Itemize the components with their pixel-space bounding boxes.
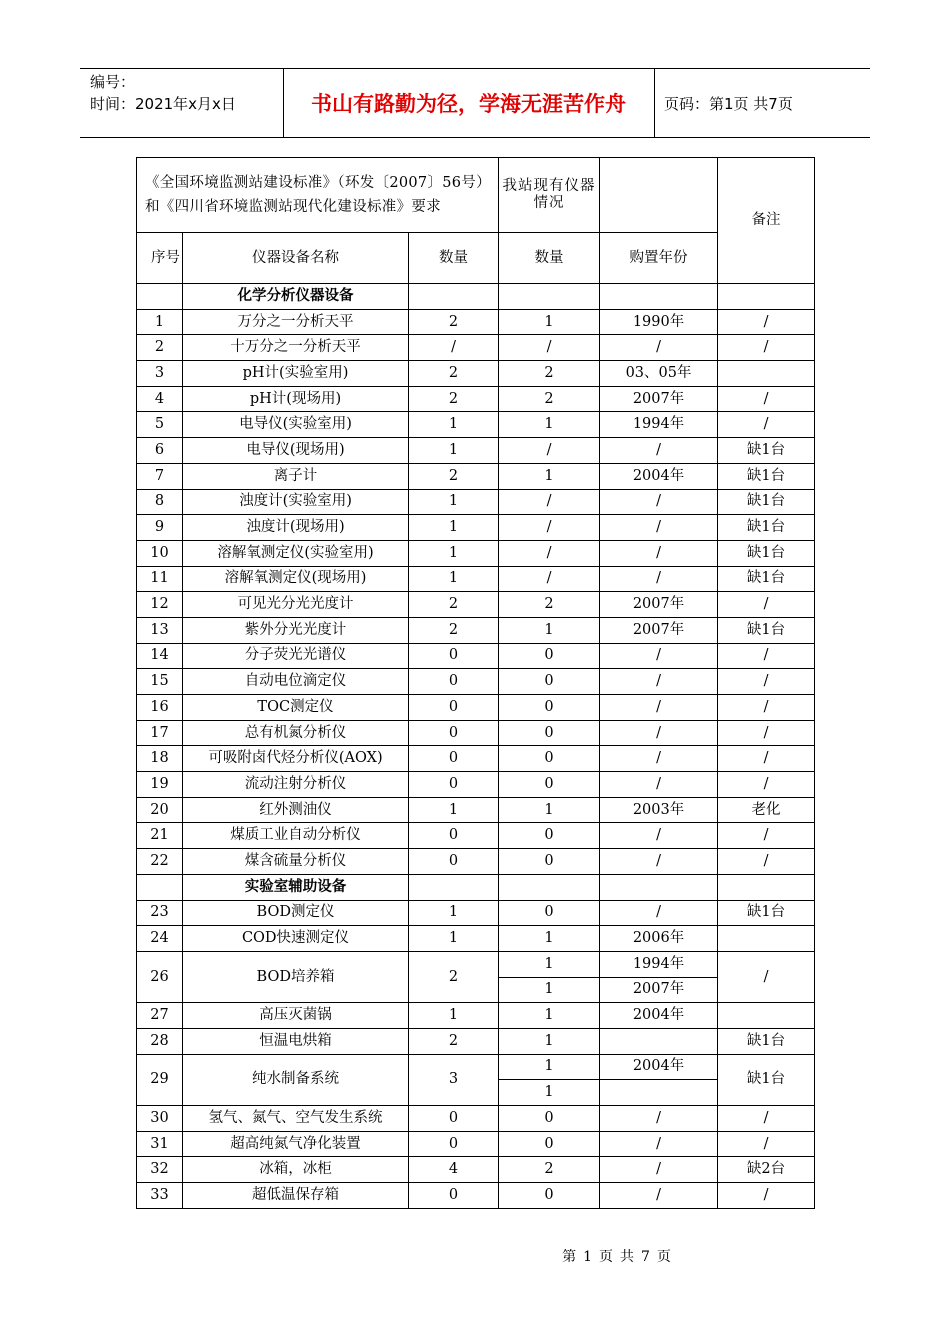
cell-year: 2007年 (600, 592, 718, 618)
cell-seq: 27 (137, 1003, 183, 1029)
cell-note: 缺1台 (718, 1028, 815, 1054)
cell-year: / (600, 900, 718, 926)
cell-year: / (600, 489, 718, 515)
cell-existing-qty: / (499, 515, 600, 541)
table-row (137, 695, 815, 721)
section-title: 实验室辅助设备 (183, 874, 409, 900)
cell-note: 缺1台 (718, 1054, 815, 1105)
cell-qty: 2 (409, 386, 499, 412)
cell-seq: 32 (137, 1157, 183, 1183)
cell-seq: 9 (137, 515, 183, 541)
table-row (137, 849, 815, 875)
table-row (137, 1157, 815, 1183)
table-row (137, 1028, 815, 1054)
cell-year: / (600, 540, 718, 566)
cell-year: / (600, 746, 718, 772)
footer-text: 第 (562, 1249, 578, 1265)
cell-year: / (600, 720, 718, 746)
header-page-label: 页码：第1页 共7页 (664, 95, 793, 113)
cell-qty: 0 (409, 1131, 499, 1157)
cell-name: 溶解氧测定仪(现场用) (183, 566, 409, 592)
cell-name: 电导仪(实验室用) (183, 412, 409, 438)
cell-year: / (600, 335, 718, 361)
table-row (137, 515, 815, 541)
section-title: 化学分析仪器设备 (183, 284, 409, 310)
cell-note: 缺1台 (718, 540, 815, 566)
cell-name: COD快速测定仪 (183, 926, 409, 952)
cell-qty: 4 (409, 1157, 499, 1183)
table-row (137, 797, 815, 823)
cell-name: 离子计 (183, 463, 409, 489)
cell-seq: 7 (137, 463, 183, 489)
table-row (137, 1106, 815, 1132)
cell-seq: 16 (137, 695, 183, 721)
cell-note: / (718, 1183, 815, 1209)
cell-qty: 1 (409, 515, 499, 541)
cell-year: / (600, 823, 718, 849)
cell-existing-qty: 1 (499, 1054, 600, 1080)
cell-name: 总有机氮分析仪 (183, 720, 409, 746)
table-row (137, 617, 815, 643)
cell-existing-qty: 1 (499, 1080, 600, 1106)
cell-existing-qty: / (499, 489, 600, 515)
cell-year: 1994年 (600, 951, 718, 977)
cell-existing-qty: 1 (499, 463, 600, 489)
cell-qty: 0 (409, 720, 499, 746)
cell-existing-qty: 0 (499, 695, 600, 721)
cell-seq: 8 (137, 489, 183, 515)
cell-year: 1994年 (600, 412, 718, 438)
cell-qty: 0 (409, 746, 499, 772)
cell-existing-qty: 0 (499, 823, 600, 849)
cell-seq: 24 (137, 926, 183, 952)
cell-existing-qty: 0 (499, 772, 600, 798)
cell-qty: 1 (409, 566, 499, 592)
footer-page-number: 1 (583, 1249, 593, 1265)
footer-total-pages: 7 (641, 1249, 651, 1265)
cell-seq: 14 (137, 643, 183, 669)
cell-existing-qty: 0 (499, 900, 600, 926)
cell-year (600, 1080, 718, 1106)
cell-name: 超高纯氮气净化装置 (183, 1131, 409, 1157)
cell-note: / (718, 309, 815, 335)
cell-year: 2003年 (600, 797, 718, 823)
cell-qty: 2 (409, 617, 499, 643)
table-row (137, 361, 815, 387)
cell-name: 恒温电烘箱 (183, 1028, 409, 1054)
cell-note: / (718, 720, 815, 746)
cell-existing-qty: / (499, 335, 600, 361)
cell-note: 缺1台 (718, 463, 815, 489)
cell-name: 紫外分光光度计 (183, 617, 409, 643)
cell-year: 2007年 (600, 617, 718, 643)
cell-note: / (718, 592, 815, 618)
cell-qty: 2 (409, 951, 499, 1002)
table-row (137, 335, 815, 361)
cell-qty: 2 (409, 592, 499, 618)
cell-name: pH计(实验室用) (183, 361, 409, 387)
cell-year: / (600, 438, 718, 464)
cell-qty: 0 (409, 643, 499, 669)
cell-existing-qty: 0 (499, 849, 600, 875)
cell-qty: 2 (409, 309, 499, 335)
table-row (137, 823, 815, 849)
cell-note: 老化 (718, 797, 815, 823)
cell-name: TOC测定仪 (183, 695, 409, 721)
cell-name: 煤质工业自动分析仪 (183, 823, 409, 849)
cell-qty: 0 (409, 695, 499, 721)
cell-note (718, 1003, 815, 1029)
cell-year: / (600, 1131, 718, 1157)
cell-seq: 28 (137, 1028, 183, 1054)
cell-seq: 11 (137, 566, 183, 592)
cell-existing-qty: 2 (499, 386, 600, 412)
cell-qty: 1 (409, 412, 499, 438)
cell-existing-qty: / (499, 540, 600, 566)
cell-qty: 2 (409, 361, 499, 387)
cell-seq: 3 (137, 361, 183, 387)
cell-qty: 0 (409, 669, 499, 695)
cell-qty: 0 (409, 1106, 499, 1132)
cell-note: 缺1台 (718, 566, 815, 592)
year-header: 购置年份 (600, 233, 718, 284)
cell-existing-qty: 1 (499, 617, 600, 643)
cell-existing-qty: 2 (499, 361, 600, 387)
cell-note: / (718, 386, 815, 412)
blank-cell (600, 158, 718, 233)
footer-text: 页 (656, 1249, 672, 1265)
standard-header: 《全国环境监测站建设标准》（环发〔2007〕56号）和《四川省环境监测站现代化建设标准》要求 (137, 158, 499, 233)
cell-existing-qty: 2 (499, 592, 600, 618)
cell-qty: 2 (409, 1028, 499, 1054)
page-header (80, 68, 870, 138)
cell-existing-qty: 0 (499, 1131, 600, 1157)
cell-year: 2007年 (600, 386, 718, 412)
cell-note: / (718, 951, 815, 1002)
table-row (137, 309, 815, 335)
cell-note: / (718, 849, 815, 875)
cell-existing-qty: 2 (499, 1157, 600, 1183)
cell-note: / (718, 412, 815, 438)
doc-date-label: 时间：2021年x月x日 (90, 95, 236, 113)
cell-year: / (600, 1183, 718, 1209)
cell-qty: 1 (409, 438, 499, 464)
cell-year: / (600, 669, 718, 695)
cell-seq: 21 (137, 823, 183, 849)
table-row (137, 1183, 815, 1209)
cell-note: / (718, 823, 815, 849)
cell-existing-qty: 1 (499, 412, 600, 438)
cell-qty: / (409, 335, 499, 361)
cell-note: 缺1台 (718, 489, 815, 515)
cell-qty: 1 (409, 900, 499, 926)
cell-existing-qty: 1 (499, 1003, 600, 1029)
table-row (137, 386, 815, 412)
header-motto: 书山有路勤为径，学海无涯苦作舟 (311, 92, 626, 116)
cell-qty: 1 (409, 797, 499, 823)
doc-number-label: 编号： (90, 73, 136, 91)
cell-year: 1990年 (600, 309, 718, 335)
cell-name: 浊度计(实验室用) (183, 489, 409, 515)
cell-qty: 0 (409, 772, 499, 798)
cell-seq: 20 (137, 797, 183, 823)
cell-seq: 1 (137, 309, 183, 335)
table-row (137, 1131, 815, 1157)
table-row (137, 951, 815, 977)
cell-seq: 23 (137, 900, 183, 926)
table-row (137, 489, 815, 515)
cell-note: 缺2台 (718, 1157, 815, 1183)
cell-existing-qty: 1 (499, 977, 600, 1003)
equipment-table (136, 157, 815, 1209)
cell-seq: 22 (137, 849, 183, 875)
table-row (137, 643, 815, 669)
cell-seq: 13 (137, 617, 183, 643)
cell-existing-qty: 1 (499, 1028, 600, 1054)
cell-note: / (718, 335, 815, 361)
cell-year: 2004年 (600, 1054, 718, 1080)
cell-year: / (600, 643, 718, 669)
cell-existing-qty: 0 (499, 1183, 600, 1209)
cell-existing-qty: 1 (499, 951, 600, 977)
table-row (137, 746, 815, 772)
footer-text: 共 (620, 1249, 635, 1265)
cell-note: / (718, 772, 815, 798)
cell-seq: 17 (137, 720, 183, 746)
cell-seq: 18 (137, 746, 183, 772)
cell-qty: 0 (409, 1183, 499, 1209)
cell-name: 冰箱，冰柜 (183, 1157, 409, 1183)
section-row (137, 284, 815, 310)
cell-name: 氢气、氮气、空气发生系统 (183, 1106, 409, 1132)
cell-name: 电导仪(现场用) (183, 438, 409, 464)
cell-year (600, 1028, 718, 1054)
table-header-row (137, 233, 815, 284)
page-footer (0, 1246, 950, 1266)
cell-note (718, 361, 815, 387)
cell-existing-qty: 1 (499, 926, 600, 952)
cell-qty: 1 (409, 489, 499, 515)
cell-note: 缺1台 (718, 617, 815, 643)
cell-seq: 4 (137, 386, 183, 412)
table-row (137, 900, 815, 926)
cell-year: 2007年 (600, 977, 718, 1003)
table-row (137, 1003, 815, 1029)
cell-seq: 31 (137, 1131, 183, 1157)
footer-text: 页 (599, 1249, 614, 1265)
cell-existing-qty: / (499, 566, 600, 592)
header-meta (90, 71, 236, 115)
cell-seq: 33 (137, 1183, 183, 1209)
cell-existing-qty: 1 (499, 309, 600, 335)
cell-qty: 2 (409, 463, 499, 489)
existing-header: 我站现有仪器情况 (499, 158, 600, 233)
cell-name: 万分之一分析天平 (183, 309, 409, 335)
cell-qty: 1 (409, 1003, 499, 1029)
cell-seq: 2 (137, 335, 183, 361)
cell-seq: 15 (137, 669, 183, 695)
cell-name: 浊度计(现场用) (183, 515, 409, 541)
cell-year: 03、05年 (600, 361, 718, 387)
cell-note: / (718, 643, 815, 669)
cell-qty: 1 (409, 540, 499, 566)
cell-year: 2004年 (600, 463, 718, 489)
table-row (137, 438, 815, 464)
cell-seq: 12 (137, 592, 183, 618)
section-row (137, 874, 815, 900)
name-header: 仪器设备名称 (183, 233, 409, 284)
cell-name: BOD测定仪 (183, 900, 409, 926)
cell-note: / (718, 746, 815, 772)
cell-existing-qty: 0 (499, 720, 600, 746)
table-row (137, 669, 815, 695)
table-row (137, 720, 815, 746)
cell-year: / (600, 1106, 718, 1132)
cell-name: pH计(现场用) (183, 386, 409, 412)
table-row (137, 463, 815, 489)
cell-note: / (718, 695, 815, 721)
cell-year: 2006年 (600, 926, 718, 952)
cell-existing-qty: / (499, 438, 600, 464)
cell-existing-qty: 0 (499, 669, 600, 695)
qty-header: 数量 (409, 233, 499, 284)
cell-name: 流动注射分析仪 (183, 772, 409, 798)
table-header-row (137, 158, 815, 233)
cell-year: 2004年 (600, 1003, 718, 1029)
cell-seq: 6 (137, 438, 183, 464)
cell-name: 可见光分光光度计 (183, 592, 409, 618)
table-row (137, 592, 815, 618)
cell-name: 溶解氧测定仪(实验室用) (183, 540, 409, 566)
cell-year: / (600, 566, 718, 592)
cell-qty: 3 (409, 1054, 499, 1105)
cell-name: 可吸附卤代烃分析仪(AOX) (183, 746, 409, 772)
cell-note (718, 926, 815, 952)
cell-name: BOD培养箱 (183, 951, 409, 1002)
cell-seq: 29 (137, 1054, 183, 1105)
table-row (137, 772, 815, 798)
cell-qty: 0 (409, 849, 499, 875)
table-row (137, 926, 815, 952)
note-header: 备注 (718, 158, 815, 284)
cell-year: / (600, 849, 718, 875)
table-row (137, 1054, 815, 1080)
cell-seq: 19 (137, 772, 183, 798)
table-row (137, 412, 815, 438)
cell-note: 缺1台 (718, 515, 815, 541)
cell-name: 十万分之一分析天平 (183, 335, 409, 361)
cell-seq: 26 (137, 951, 183, 1002)
cell-existing-qty: 0 (499, 1106, 600, 1132)
cell-note: / (718, 1131, 815, 1157)
cell-name: 超低温保存箱 (183, 1183, 409, 1209)
existing-qty-header: 数量 (499, 233, 600, 284)
table-row (137, 566, 815, 592)
cell-existing-qty: 1 (499, 797, 600, 823)
cell-name: 分子荧光光谱仪 (183, 643, 409, 669)
cell-name: 纯水制备系统 (183, 1054, 409, 1105)
cell-seq: 30 (137, 1106, 183, 1132)
cell-note: / (718, 1106, 815, 1132)
cell-year: / (600, 1157, 718, 1183)
cell-name: 高压灭菌锅 (183, 1003, 409, 1029)
cell-name: 煤含硫量分析仪 (183, 849, 409, 875)
cell-qty: 0 (409, 823, 499, 849)
seq-header: 序号 (137, 233, 183, 284)
header-divider (654, 69, 655, 137)
cell-note: 缺1台 (718, 438, 815, 464)
cell-note: 缺1台 (718, 900, 815, 926)
cell-note: / (718, 669, 815, 695)
cell-seq: 5 (137, 412, 183, 438)
table-row (137, 540, 815, 566)
cell-name: 红外测油仪 (183, 797, 409, 823)
cell-year: / (600, 515, 718, 541)
cell-name: 自动电位滴定仪 (183, 669, 409, 695)
cell-existing-qty: 0 (499, 643, 600, 669)
cell-seq: 10 (137, 540, 183, 566)
cell-qty: 1 (409, 926, 499, 952)
cell-year: / (600, 695, 718, 721)
cell-year: / (600, 772, 718, 798)
cell-existing-qty: 0 (499, 746, 600, 772)
